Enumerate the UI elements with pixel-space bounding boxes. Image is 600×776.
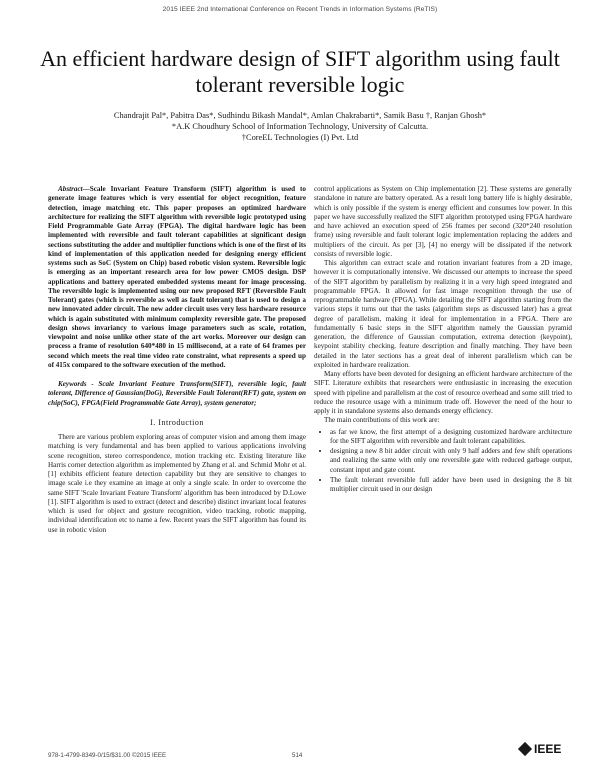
right-paragraph-4: The main contributions of this work are:: [324, 416, 440, 425]
abstract-label: Abstract: [58, 185, 83, 193]
conference-header: 2015 IEEE 2nd International Conference on Recent Trends in Information Systems (ReTIS): [162, 6, 438, 13]
ieee-logo-text: IEEE: [534, 742, 562, 756]
right-paragraph-1: control applications as System on Chip implementation [2]. These systems are generally standalone in nature are battery operated. As a result long battery life is highly desirable, which is only possible if the system is energy efficient and consumes low power. In this paper we have successfully realized the SIFT algorithm prototyped using FPGA hardware and have achieved an execution speed of 256 frames per second (320*240 resolution frame) using reversible and fault tolerant logic implementation replacing the adders and multipliers of the circuit. As per [3], [4] no energy will be dissipated if the network consists of reversible logic.: [314, 185, 572, 258]
affiliation-primary: *A.K Choudhury School of Information Technology, University of Calcutta.: [171, 122, 429, 131]
contribution-list: [314, 428, 572, 495]
affiliation-secondary: †CoreEL Technologies (I) Pvt. Ltd: [241, 133, 359, 142]
keywords: Keywords - Scale Invariant Feature Transform(SIFT), reversible logic, fault tolerant, Difference of Gaussian(DoG), Reversible Fault Tolerant(RFT) gate, system on chip(SoC), FPGA(Field Programmable Gate Array), system generator;: [48, 380, 306, 407]
introduction-paragraph: There are various problem exploring areas of computer vision and among them image matching is very fundamental and has been applied to various applications involving scene recognition, stereo correspondence, motion tracking etc. Existing literature like Harris corner detection algorithm as implemented by Zhang et al. and Schmid Mohr et al.[1] exhibits efficient feature detection capability but they are sensitive to changes to image scale i.e they examine an image at only a single scale. In order to overcome the same SIFT 'Scale Invariant Feature Transform' algorithm has been introduced by D.Lowe [1]. SIFT algorithm is used to extract (detect and describe) distinct invariant local features which is used for object and gesture recognition, video tracking, robotic mapping, individual identification etc to name a few. Recent years the SIFT algorithm has found its use in robotic vision: [48, 433, 306, 534]
ieee-diamond-icon: [518, 742, 532, 756]
ieee-logo: [520, 742, 561, 756]
right-column: [314, 185, 572, 495]
abstract-text: —Scale Invariant Feature Transform (SIFT) algorithm is used to generate image features which is very essential for object recognition, feature detection, image matching etc. This paper proposes an optimized hardware architecture for realizing the SIFT algorithm with reversible logic prototyped using Field Programmable Gate Array (FPGA). The digital hardware logic has been implemented with reversible and fault tolerant capabilities at significant design sections substituting the adder and multiplier functions which is one of the first of its kind of implementation of this application needed for designing energy efficient systems such as SoC (System on Chip) based robotic vision system. Reversible logic is emerging as an important research area for low power CMOS design. DSP applications and battery operated embedded systems meant for image processing. The reversible logic is implemented using our new proposed RFT (Reversible Fault Tolerant) gates (which is reversible as well as fault tolerant) that is used to design a new innovated adder circuit. The new adder circuit uses very less hardware resource which is again substituted with minimum complexity reversible gate. The proposed design shows invariancy to various image parameters such as scale, rotation, viewpoint and noise unlike other state of the art works. Moreover our design can process a frame of resolution 640*480 in 15 millisecond, at a rate of 64 frames per second which meets the real time video rate constraint, what represents a speed up of 415x compared to the software execution of the method.: [48, 185, 306, 369]
contribution-item: • as far we know, the first attempt of a designing customized hardware architecture for the SIFT algorithm with reversible and fault tolerant capabilities.: [330, 428, 572, 447]
right-paragraph-2: This algorithm can extract scale and rotation invariant features from a 2D image, however it is computationally intensive. We discussed our attempts to increase the speed of the SIFT algorithm by parallelism by realizing it in a very high speed integrated and programmable FPGA. It allowed for fast image recognition through the use of reprogrammable hardware (FPGA). While detailing the SIFT algorithm starting from the various steps it turns out that the tasks (algorithm steps as discussed later) has a great degree of parallelism, making it ideal for implementation in a FPGA. There are fundamentally 6 basic steps in the SIFT algorithm namely the Gaussian pyramid generation, the difference of Gaussian computation, extrema detection (keypoint), keypoint stability checking, feature description and finally matching. They have been detailed in the later sections has a great deal of inherent parallelism which can be exploited in hardware realization.: [314, 259, 572, 369]
abstract: [48, 185, 306, 370]
footer-isbn: 978-1-4799-8349-0/15/$31.00 ©2015 IEEE: [48, 752, 167, 759]
contribution-item: • designing a new 8 bit adder circuit with only 9 half adders and few shift operations and realizing the same with only one reversible gate with reduced garbage output, constant input and gate count.: [330, 447, 572, 475]
contribution-item: • The fault tolerant reversible full adder have been used in designing the 8 bit multiplier circuit used in our design: [330, 476, 572, 495]
author-list: Chandrajit Pal*, Pabitra Das*, Sudhindu Bikash Mandal*, Amlan Chakrabarti*, Samik Basu †, Ranjan Ghosh*: [113, 111, 487, 120]
paper-title: An efficient hardware design of SIFT algorithm using fault tolerant reversible logic: [40, 46, 560, 97]
right-paragraph-3: Many efforts have been devoted for designing an efficient hardware architecture of the SIFT. Literature exhibits that researchers were enthusiastic in increasing the execution speed with pipeline and parallelism at the cost of resource overhead and some still tried to reduce the resource usage with a minimum trade off. However the need of the hour to apply it in standalone systems also demands energy efficiency.: [314, 370, 572, 415]
left-column: [48, 185, 306, 535]
section-heading-introduction: I. Introduction: [150, 417, 204, 427]
page-number: 514: [292, 752, 303, 759]
